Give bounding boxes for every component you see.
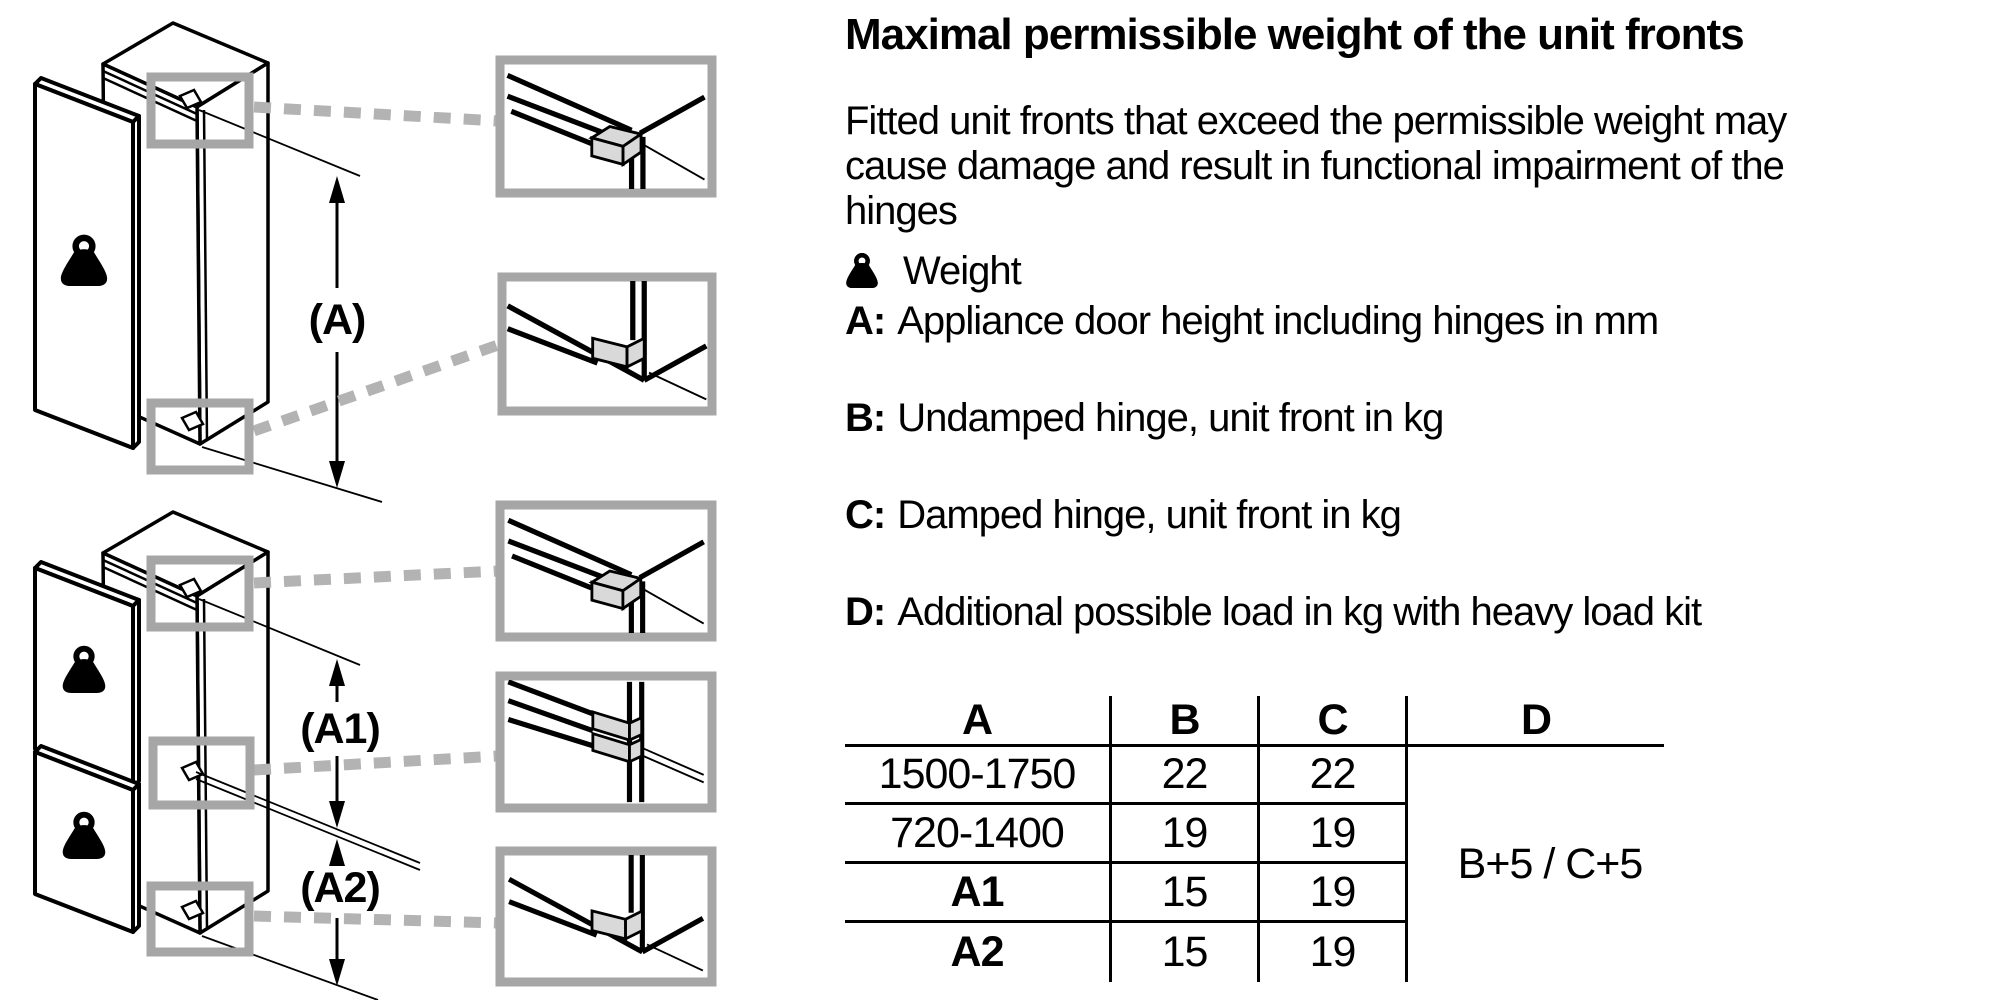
weight-icon <box>845 251 879 291</box>
label-door-height-a: (A) <box>308 296 366 344</box>
intro-line: Fitted unit fronts that exceed the permissible weight may <box>845 99 1787 143</box>
legend-weight-label: Weight <box>903 248 1021 293</box>
table-cell-b: 19 <box>1112 805 1260 864</box>
hinge-detail-boxes <box>500 60 712 982</box>
col-header-d: D <box>1408 696 1664 747</box>
hinge-diagram <box>0 0 780 1000</box>
col-header-b: B <box>1112 696 1260 747</box>
callout-connectors <box>254 107 498 923</box>
table-cell-a: 1500-1750 <box>845 747 1112 805</box>
table-cell-a: A2 <box>845 923 1112 982</box>
table-cell-c: 19 <box>1260 864 1408 923</box>
legend-item-a: A: Appliance door height including hinges in mm <box>845 298 1659 343</box>
legend-item-d: D: Additional possible load in kg with heavy load kit <box>845 589 1702 634</box>
legend-item-b: B: Undamped hinge, unit front in kg <box>845 395 1444 440</box>
table-cell-a: 720-1400 <box>845 805 1112 864</box>
table-cell-b: 15 <box>1112 864 1260 923</box>
col-header-a: A <box>845 696 1112 747</box>
page-title: Maximal permissible weight of the unit fronts <box>845 10 1744 59</box>
table-cell-c: 19 <box>1260 923 1408 982</box>
legend-weight-row <box>845 248 1021 294</box>
intro-paragraph <box>845 99 1786 234</box>
legend-item-c: C: Damped hinge, unit front in kg <box>845 492 1401 537</box>
label-lower-door-height-a2: (A2) <box>300 864 380 912</box>
table-cell-a: A1 <box>845 864 1112 923</box>
intro-line: cause damage and result in functional impairment of the <box>845 144 1784 188</box>
weight-spec-table <box>845 696 1664 982</box>
table-cell-c: 19 <box>1260 805 1408 864</box>
col-header-c: C <box>1260 696 1408 747</box>
intro-line: hinges <box>845 189 957 233</box>
table-cell-b: 15 <box>1112 923 1260 982</box>
table-cell-d-span: B+5 / C+5 <box>1457 840 1643 888</box>
label-upper-door-height-a1: (A1) <box>300 705 380 753</box>
table-cell-c: 22 <box>1260 747 1408 805</box>
table-cell-b: 22 <box>1112 747 1260 805</box>
